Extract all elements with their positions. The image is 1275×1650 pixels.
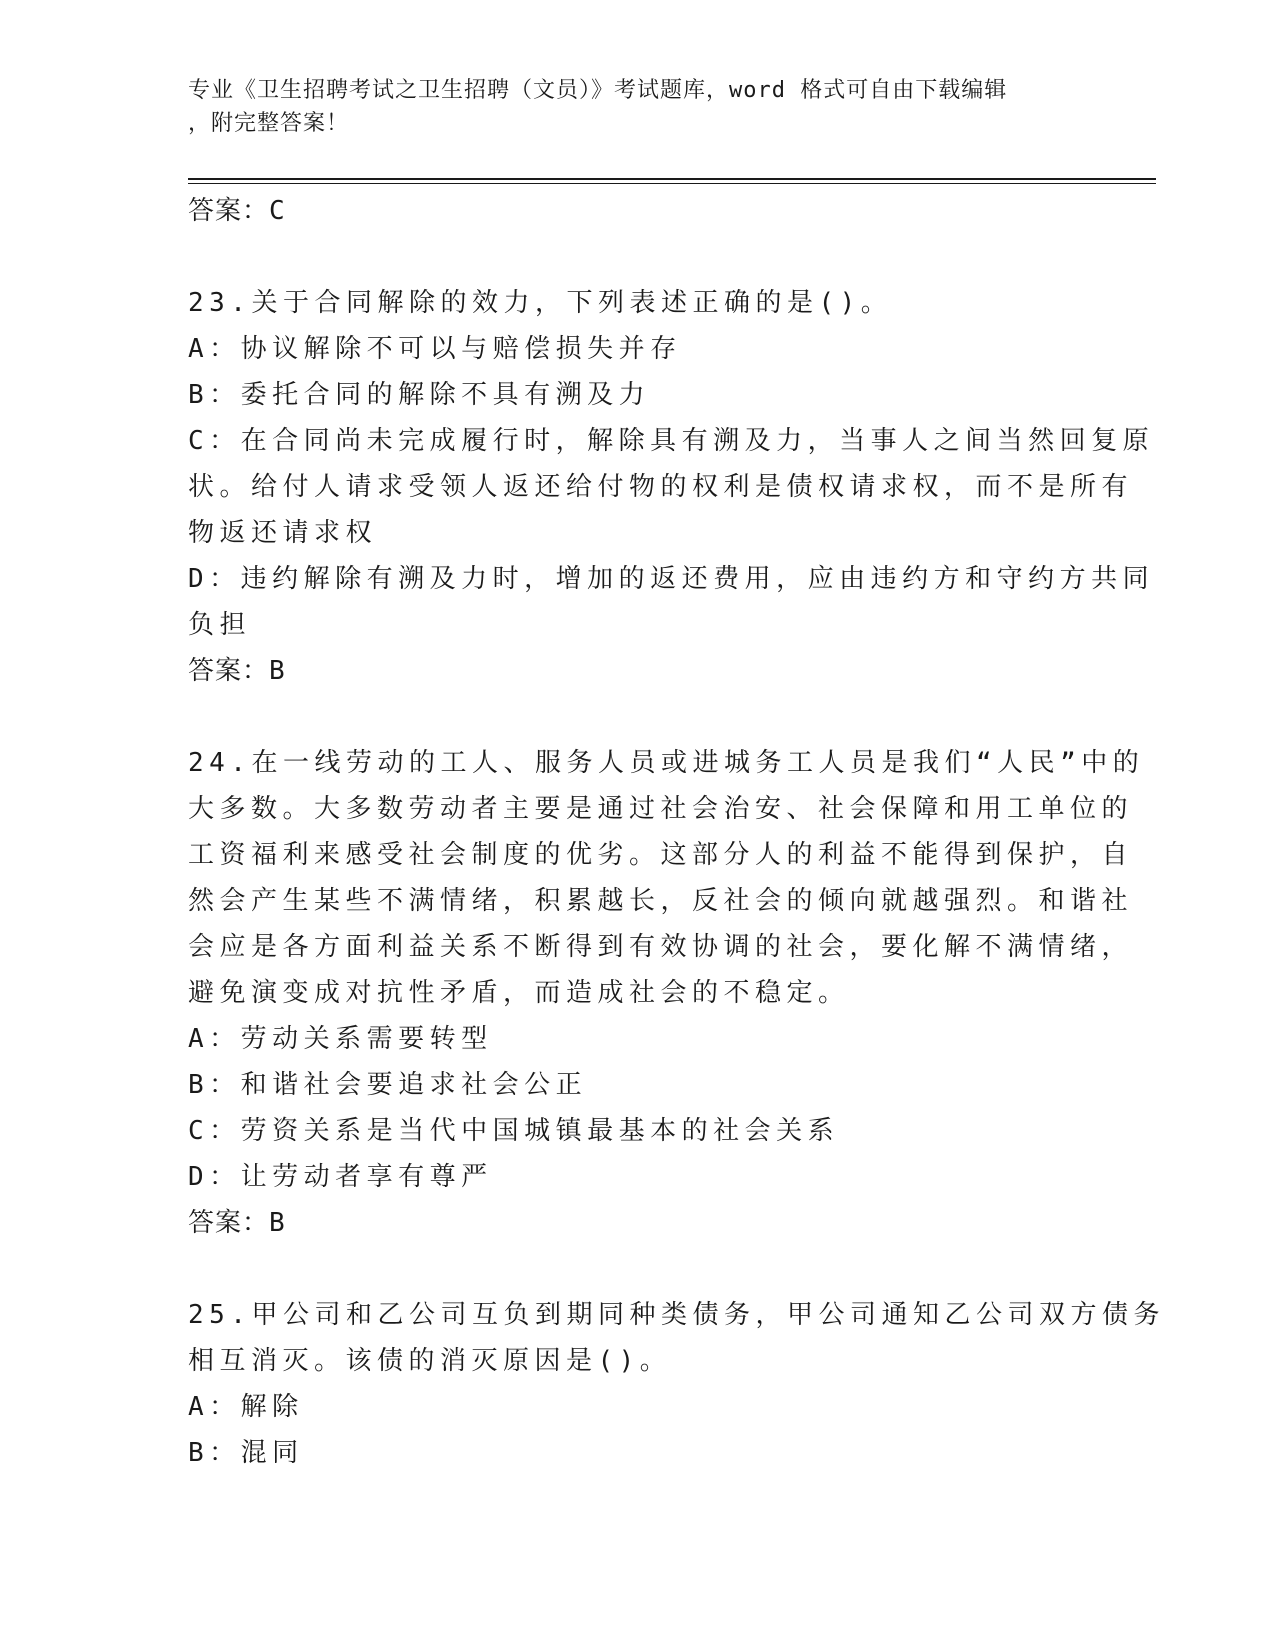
option-a: A：协议解除不可以与赔偿损失并存	[188, 334, 682, 364]
option-c: C：劳资关系是当代中国城镇最基本的社会关系	[188, 1116, 840, 1146]
header-divider-thin	[188, 183, 1156, 184]
answer-24: 答案：B	[188, 1208, 286, 1238]
header-line-2: ，附完整答案！	[188, 111, 350, 136]
option-c-line: 状。给付人请求受领人返还给付物的权利是债权请求权，而不是所有	[188, 472, 1134, 502]
option-b: B：和谐社会要追求社会公正	[188, 1070, 588, 1100]
option-d-line: D：违约解除有溯及力时，增加的返还费用，应由违约方和守约方共同	[188, 564, 1155, 594]
question-24	[188, 740, 1145, 1246]
question-25	[188, 1292, 1165, 1476]
spacer	[188, 234, 1088, 280]
question-23	[188, 280, 1155, 694]
question-stem-line: 避免演变成对抗性矛盾，而造成社会的不稳定。	[188, 978, 850, 1008]
question-stem-line: 23.关于合同解除的效力，下列表述正确的是()。	[188, 288, 893, 318]
option-b: B：混同	[188, 1438, 304, 1468]
question-stem-line: 会应是各方面利益关系不断得到有效协调的社会，要化解不满情绪，	[188, 932, 1134, 962]
option-a: A：解除	[188, 1392, 304, 1422]
question-stem-line: 大多数。大多数劳动者主要是通过社会治安、社会保障和用工单位的	[188, 794, 1134, 824]
option-b: B：委托合同的解除不具有溯及力	[188, 380, 651, 410]
header-line-1: 专业《卫生招聘考试之卫生招聘（文员）》考试题库，word 格式可自由下载编辑	[188, 78, 1008, 103]
option-c-line: C：在合同尚未完成履行时，解除具有溯及力，当事人之间当然回复原	[188, 426, 1155, 456]
header-divider-thick	[188, 178, 1156, 180]
option-d-line: 负担	[188, 610, 252, 640]
spacer	[188, 694, 1088, 740]
option-a: A：劳动关系需要转型	[188, 1024, 493, 1054]
question-stem-line: 25.甲公司和乙公司互负到期同种类债务，甲公司通知乙公司双方债务	[188, 1300, 1165, 1330]
answer-23: 答案：B	[188, 656, 286, 686]
question-stem-line: 工资福利来感受社会制度的优劣。这部分人的利益不能得到保护，自	[188, 840, 1134, 870]
spacer	[188, 1246, 1088, 1292]
question-stem-line: 然会产生某些不满情绪，积累越长，反社会的倾向就越强烈。和谐社	[188, 886, 1134, 916]
option-d: D：让劳动者享有尊严	[188, 1162, 493, 1192]
option-c-line: 物返还请求权	[188, 518, 378, 548]
question-stem-line: 相互消灭。该债的消灭原因是()。	[188, 1346, 672, 1376]
document-header	[188, 74, 1068, 140]
answer-22: 答案：C	[188, 196, 286, 226]
document-body	[188, 188, 1165, 1476]
question-stem-line: 24.在一线劳动的工人、服务人员或进城务工人员是我们“人民”中的	[188, 748, 1145, 778]
